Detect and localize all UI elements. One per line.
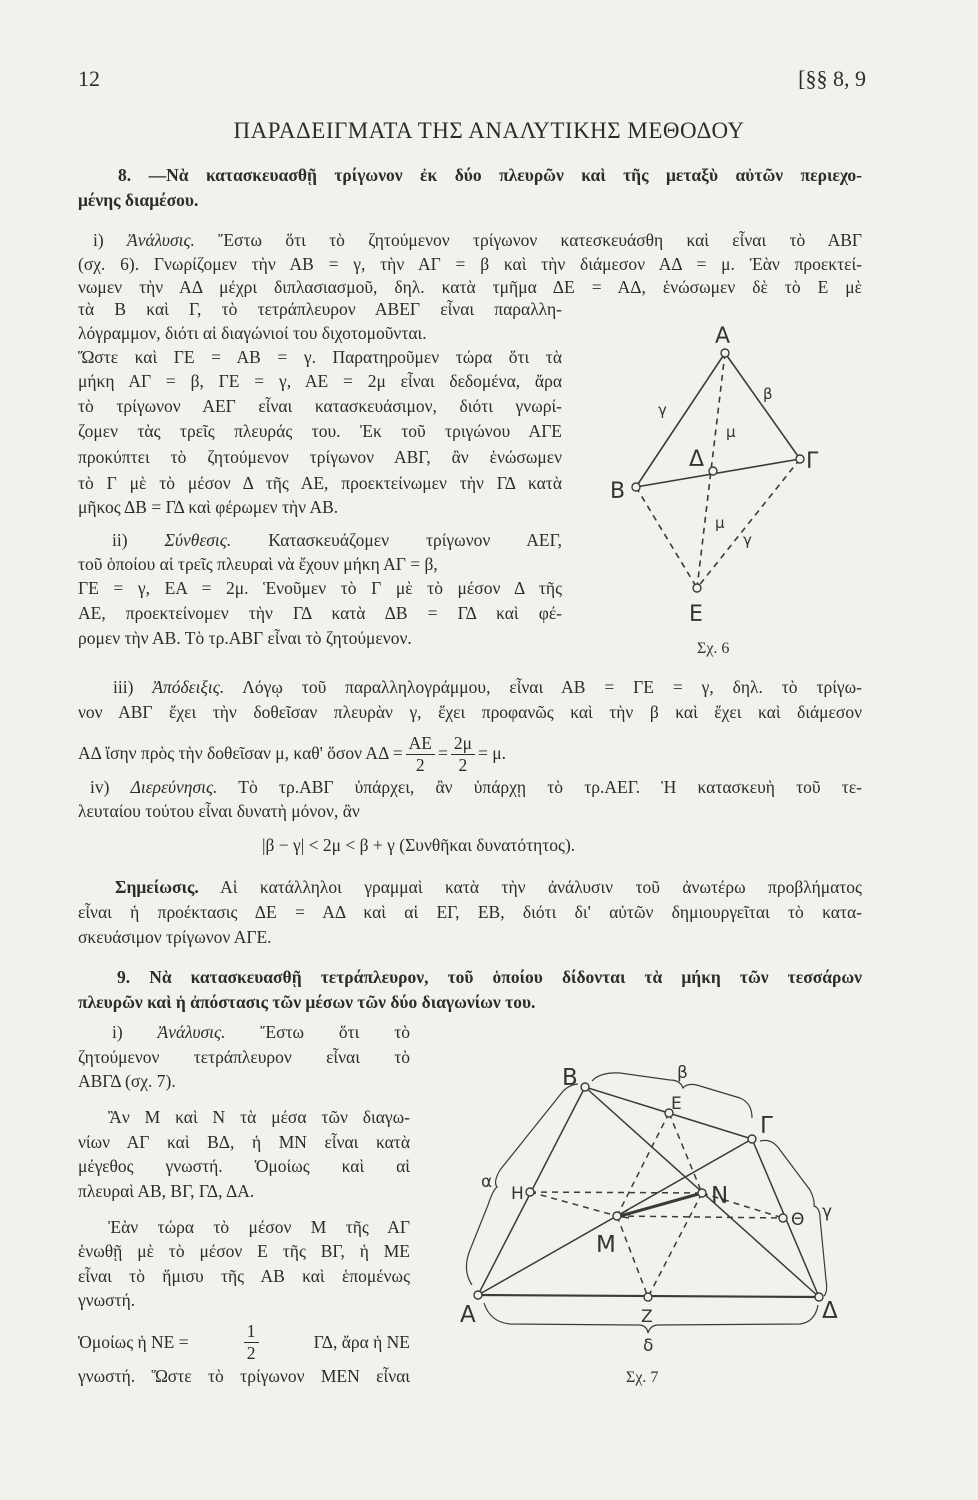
label-mu: μ — [715, 514, 725, 532]
section-9-heading: πλευρῶν καὶ ἡ ἀπόστασις τῶν μέσων τῶν δύο διαγωνίων του. — [78, 992, 536, 1012]
point-h — [526, 1188, 534, 1196]
segment-en — [669, 1113, 702, 1193]
analysis-line: τὸ τρίγωνον ΑΕΓ εἶναι κατασκευάσιμον, διότι γνωρί- — [78, 396, 562, 416]
analysis-line: ΑΒΓΔ (σχ. 7). — [78, 1071, 176, 1091]
synthesis-label: Σύνθεσις. — [164, 530, 232, 550]
denominator: 2 — [458, 755, 468, 776]
label-alpha: α — [481, 1172, 493, 1192]
label-z: Ζ — [641, 1307, 653, 1327]
text: Ἔστω ὅτι τὸ ζητούμενον τρίγωνον κατεσκευάσθη καὶ εἶναι τὸ ΑΒΓ — [194, 230, 862, 250]
text: Ἔστω ὅτι τὸ — [225, 1022, 410, 1042]
label-a: Α — [715, 324, 731, 349]
label-gamma: γ — [658, 401, 667, 419]
label-mu: μ — [726, 423, 736, 441]
point-g — [748, 1135, 756, 1143]
analysis-line: νωμεν τὴν ΑΔ μέχρι διπλασιασμοῦ, δηλ. κατὰ τμῆμα ΔΕ = ΑΔ, ἑνώσωμεν δὲ τὸ Ε μὲ — [78, 277, 862, 297]
label-delta: δ — [643, 1336, 654, 1356]
synthesis-line: τοῦ ὁποίου αἱ τρεῖς πλευραὶ νὰ ἔχουν μήκη ΑΓ = β, — [78, 554, 438, 574]
point-th — [779, 1214, 787, 1222]
page-title: ΠΑΡΑΔΕΙΓΜΑΤΑ ΤΗΣ ΑΝΑΛΥΤΙΚΗΣ ΜΕΘΟΔΟΥ — [233, 118, 745, 143]
analysis-line: λόγραμμον, διότι αἱ διαγώνιοί του διχοτομοῦνται. — [78, 323, 427, 343]
analysis-line: γνωστή. Ὥστε τὸ τρίγωνον ΜΕΝ εἶναι — [78, 1366, 410, 1386]
label-gamma: γ — [743, 531, 752, 549]
analysis-line: μῆκος ΔΒ = ΓΔ καὶ φέρωμεν τὴν ΑΒ. — [78, 497, 339, 517]
point-n — [698, 1189, 706, 1197]
point-m — [613, 1212, 621, 1220]
text: Λόγῳ τοῦ παραλληλογράμμου, εἶναι ΑΒ = ΓΕ = γ, δηλ. τὸ τρίγω- — [224, 677, 862, 697]
denominator: 2 — [415, 755, 425, 776]
segment-mz — [617, 1216, 648, 1297]
analysis-line: (σχ. 6). Γνωρίζομεν τὴν ΑΒ = γ, τὴν ΑΓ = β καὶ τὴν διάμεσον ΑΔ = μ. Ἐὰν προεκτεί- — [78, 254, 862, 274]
label-g: Γ — [806, 449, 819, 474]
figure-7-caption: Σχ. 7 — [626, 1369, 659, 1386]
analysis-line: Ὥστε καὶ ΓΕ = ΑΒ = γ. Παρατηροῦμεν τώρα ὅτι τὰ — [78, 347, 562, 367]
text: Αἱ κατάλληλοι γραμμαὶ κατὰ τὴν ἀνάλυσιν τοῦ ἀνωτέρω προβλήματος — [198, 877, 862, 897]
item-number: i) — [112, 1022, 158, 1042]
analysis-line: ἑνωθῇ μὲ τὸ μέσον Ε τῆς ΒΓ, ἡ ΜΕ — [78, 1241, 410, 1261]
label-beta: β — [677, 1063, 688, 1083]
analysis-line: γνωστή. — [78, 1290, 136, 1310]
point-a — [474, 1291, 482, 1299]
section-8-heading: μένης διαμέσου. — [78, 190, 199, 210]
label-g: Γ — [760, 1113, 773, 1139]
segment-mth — [617, 1216, 783, 1218]
analysis-line: προκύπτει τὸ ζητούμενον τρίγωνον ΑΒΓ, ἂν ἑνώσωμεν — [78, 447, 562, 467]
page-number: 12 — [78, 66, 100, 91]
item-number: i) — [93, 230, 127, 250]
analysis-line: εἶναι τὸ ἥμισυ τῆς ΑΒ καὶ ἑπομένως — [78, 1266, 410, 1286]
analysis-line: τὸ Γ μὲ τὸ μέσον Δ τῆς ΑΕ, προεκτείνωμεν τὴν ΓΔ κατὰ — [78, 473, 562, 493]
segment-hn — [530, 1192, 702, 1193]
figure-6-caption: Σχ. 6 — [697, 640, 730, 657]
note-line: σκευάσιμον τρίγωνον ΑΓΕ. — [78, 927, 272, 947]
analysis-line: Ἂν Μ καὶ Ν τὰ μέσα τῶν διαγω- — [108, 1107, 410, 1127]
analysis-line: μέγεθος γνωστή. Ὁμοίως καὶ αἱ — [78, 1156, 410, 1176]
point-z — [644, 1293, 652, 1301]
label-gamma: γ — [822, 1202, 833, 1222]
label-a: Α — [460, 1302, 476, 1328]
segment-nz — [648, 1193, 702, 1297]
label-b: Β — [562, 1065, 578, 1091]
label-th: Θ — [791, 1210, 805, 1230]
numerator: ΑΕ — [406, 733, 435, 755]
section-8-heading: 8. —Νὰ κατασκευασθῇ τρίγωνον ἐκ δύο πλευρῶν καὶ τῆς μεταξὺ αὐτῶν περιεχο- — [118, 165, 862, 185]
synthesis-line: ρομεν τὴν ΑΒ. Τὸ τρ.ΑΒΓ εἶναι τὸ ζητούμενον. — [78, 628, 412, 648]
discussion-line: λευταίου τούτου εἶναι δυνατὴ μόνον, ἂν — [78, 801, 360, 821]
synthesis-line: ΑΕ, προεκτείνομεν τὴν ΓΔ κατὰ ΔΒ = ΓΔ καὶ φέ- — [78, 603, 562, 623]
label-d: Δ — [822, 1298, 838, 1324]
analysis-line: πλευραὶ ΑΒ, ΒΓ, ΓΔ, ΔΑ. — [78, 1181, 255, 1201]
numerator: 1 — [244, 1321, 259, 1343]
label-n: Ν — [711, 1183, 729, 1209]
analysis-line: ζομεν τὰς τρεῖς πλευράς του. Ἐκ τοῦ τριγώνου ΑΓΕ — [78, 421, 562, 441]
synthesis-line: ΓΕ = γ, ΕΑ = 2μ. Ἑνοῦμεν τὸ Γ μὲ τὸ μέσον Δ τῆς — [78, 578, 562, 598]
label-d: Δ — [689, 447, 705, 472]
proof-line: νον ΑΒΓ ἔχει τὴν δοθεῖσαν πλευρὰν γ, ἔχει προφανῶς καὶ τὴν β καὶ ἔχει καὶ διάμεσον — [78, 702, 862, 722]
analysis-line: Ἐὰν τώρα τὸ μέσον Μ τῆς ΑΓ — [108, 1217, 410, 1237]
text: Κατασκευάζομεν τρίγωνον ΑΕΓ, — [231, 530, 562, 550]
item-number: iv) — [90, 777, 131, 797]
numerator: 2μ — [451, 733, 475, 755]
proof-label: Ἀπόδειξις. — [152, 677, 225, 697]
label-e: Ε — [689, 602, 703, 627]
section-9-heading: 9. Νὰ κατασκευασθῇ τετράπλευρον, τοῦ ὁποίου δίδονται τὰ μήκη τῶν τεσσάρων — [117, 967, 862, 987]
point-b — [581, 1083, 589, 1091]
analysis-label: Ἀνάλυσις. — [157, 1022, 226, 1042]
analysis-line: μήκη ΑΓ = β, ΓΕ = γ, ΑΕ = 2μ εἶναι δεδομένα, ἄρα — [78, 371, 562, 391]
text: Ὁμοίως ἡ ΝΕ = — [78, 1332, 189, 1352]
label-h: Η — [511, 1184, 524, 1204]
analysis-label: Ἀνάλυσις. — [127, 230, 195, 250]
segment-hm — [530, 1192, 617, 1216]
note-label: Σημείωσις. — [115, 877, 199, 897]
possibility-condition: |β − γ| < 2μ < β + γ (Συνθῆκαι δυνατότητος). — [262, 835, 576, 855]
analysis-line: τὰ Β καὶ Γ, τὸ τετράπλευρον ΑΒΕΓ εἶναι παραλλη- — [78, 299, 562, 319]
text: = — [437, 743, 448, 763]
section-reference: [§§ 8, 9 — [798, 66, 866, 91]
text: = μ. — [477, 743, 506, 763]
label-m: Μ — [596, 1232, 616, 1258]
label-beta: β — [763, 385, 773, 403]
discussion-label: Διερεύνησις. — [130, 777, 218, 797]
segment-mn-arrow — [620, 1193, 702, 1216]
text: ΓΔ, ἄρα ἡ ΝΕ — [313, 1332, 410, 1352]
label-e: Ε — [671, 1094, 682, 1114]
text: ΑΔ ἴσην πρὸς τὴν δοθεῖσαν μ, καθ' ὅσον ΑΔ = — [78, 743, 403, 763]
denominator: 2 — [246, 1342, 256, 1363]
note-line: εἶναι ἡ προέκτασις ΔΕ = ΑΔ καὶ αἱ ΕΓ, ΕΒ, διότι δι' αὐτῶν δημιουργεῖται τὸ κατα- — [78, 902, 862, 922]
text: Τὸ τρ.ΑΒΓ ὑπάρχει, ἂν ὑπάρχῃ τὸ τρ.ΑΕΓ. Ἡ κατασκευὴ τοῦ τε- — [217, 777, 862, 797]
label-b: Β — [610, 479, 626, 504]
analysis-line: ζητούμενον τετράπλευρον εἶναι τὸ — [78, 1047, 410, 1067]
item-number: ii) — [112, 530, 165, 550]
analysis-line: νίων ΑΓ καὶ ΒΔ, ἡ ΜΝ εἶναι κατὰ — [78, 1132, 410, 1152]
item-number: iii) — [113, 677, 153, 697]
